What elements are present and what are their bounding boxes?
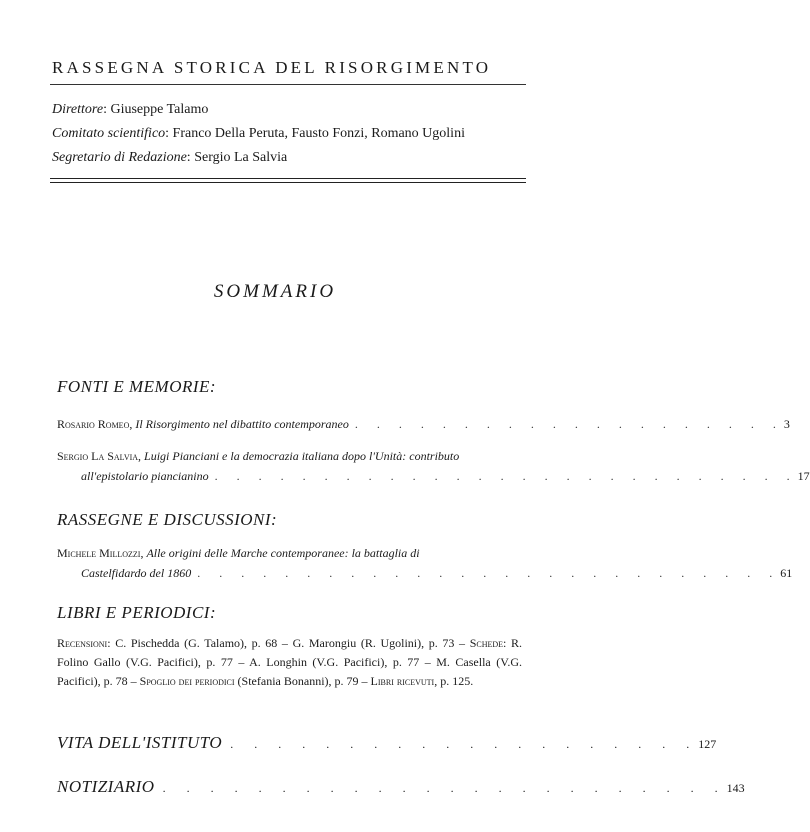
libri-ricevuti-label: Libri ricevuti bbox=[370, 674, 435, 688]
secretary-label: Segretario di Redazione bbox=[52, 150, 187, 165]
libri-paragraph bbox=[57, 634, 522, 691]
recensioni-text: : C. Pischedda (G. Talamo), p. 68 – G. Marongiu (R. Ugolini), p. 73 – bbox=[107, 636, 466, 650]
entry-title-line2: Castelfidardo del 1860 bbox=[81, 566, 192, 580]
toc-entry-millozzi[interactable]: Michele Millozzi, Alle origini delle Marche contemporanee: la battaglia di Castelfidardo del 1860 . . . . . . . . . . . . . . . . . . . . . . . . . . . 61 bbox=[57, 543, 520, 583]
schede-text: : R. Folino Gallo (V.G. Pacifici), p. 77 – A. Longhin (V.G. Pacifici), p. 77 – M. Casella (V.G. Pacifici), p. 78 – bbox=[57, 636, 523, 688]
sommario-heading: SOMMARIO bbox=[213, 281, 337, 302]
entry-author: Michele Millozzi bbox=[57, 546, 141, 560]
section-heading-libri: LIBRI E PERIODICI: bbox=[57, 603, 217, 622]
entry-title-line1: Alle origini delle Marche contemporanee: la battaglia di bbox=[146, 546, 420, 560]
leader-dots: . . . . . . . . . . . . . . . . . . . . . . . . . . . bbox=[197, 566, 781, 580]
section-heading-vita: VITA DELL'ISTITUTO bbox=[57, 733, 223, 752]
section-heading-fonti: FONTI E MEMORIE: bbox=[57, 377, 217, 396]
secretary-line: Segretario di Redazione: Sergio La Salvia bbox=[52, 150, 288, 165]
staff-rule-lower bbox=[50, 182, 526, 183]
entry-title: Il Risorgimento nel dibattito contemporaneo bbox=[135, 417, 349, 431]
entry-author: Rosario Romeo bbox=[57, 417, 130, 431]
journal-title: RASSEGNA STORICA DEL RISORGIMENTO bbox=[52, 58, 492, 77]
leader-dots: . . . . . . . . . . . . . . . . . . . . bbox=[354, 417, 784, 431]
entry-page: 3 bbox=[783, 417, 790, 431]
director-name: Giuseppe Talamo bbox=[110, 102, 209, 117]
director-line: Direttore: Giuseppe Talamo bbox=[52, 102, 209, 117]
toc-entry-la-salvia[interactable]: Sergio La Salvia, Luigi Pianciani e la democrazia italiana dopo l'Unità: contributo all'epistolario piancianino . . . . . . . . . . . . . . . . . . . . . . . . . . . 17 bbox=[57, 446, 520, 486]
committee-line: Comitato scientifico: Franco Della Peruta, Fausto Fonzi, Romano Ugolini bbox=[52, 126, 465, 141]
entry-title-line2: all'epistolario piancianino bbox=[81, 469, 209, 483]
leader-dots: . . . . . . . . . . . . . . . . . . . . bbox=[230, 737, 699, 751]
section-heading-rassegne: RASSEGNE E DISCUSSIONI: bbox=[57, 510, 278, 529]
masthead-rule bbox=[50, 84, 526, 85]
leader-dots: . . . . . . . . . . . . . . . . . . . . . . . . bbox=[162, 781, 727, 795]
entry-title-line1: Luigi Pianciani e la democrazia italiana dopo l'Unità: contributo bbox=[144, 449, 460, 463]
toc-entry-notiziario[interactable] bbox=[57, 777, 745, 797]
libri-ricevuti-text: , p. 125. bbox=[434, 674, 474, 688]
entry-page: 17 bbox=[797, 469, 810, 483]
toc-entry-romeo[interactable]: Rosario Romeo, Il Risorgimento nel dibattito contemporaneo . . . . . . . . . . . . . . . . . . . . 3 bbox=[57, 414, 520, 434]
committee-label: Comitato scientifico bbox=[52, 126, 166, 141]
committee-names: Franco Della Peruta, Fausto Fonzi, Romano Ugolini bbox=[172, 126, 465, 141]
secretary-name: Sergio La Salvia bbox=[194, 150, 288, 165]
spoglio-label: Spoglio dei periodici bbox=[139, 674, 235, 688]
entry-page: 127 bbox=[698, 737, 717, 751]
entry-page: 143 bbox=[726, 781, 745, 795]
toc-entry-vita[interactable] bbox=[57, 733, 717, 753]
entry-author: Sergio La Salvia bbox=[57, 449, 139, 463]
staff-rule-upper bbox=[50, 178, 526, 179]
leader-dots: . . . . . . . . . . . . . . . . . . . . . . . . . . . bbox=[214, 469, 798, 483]
director-label: Direttore bbox=[52, 102, 104, 117]
spoglio-text: (Stefania Bonanni), p. 79 – bbox=[234, 674, 371, 688]
schede-label: Schede bbox=[469, 636, 504, 650]
entry-page: 61 bbox=[780, 566, 793, 580]
editorial-staff bbox=[52, 98, 526, 170]
recensioni-label: Recensioni bbox=[57, 636, 108, 650]
section-heading-notiziario: NOTIZIARIO bbox=[57, 777, 155, 796]
